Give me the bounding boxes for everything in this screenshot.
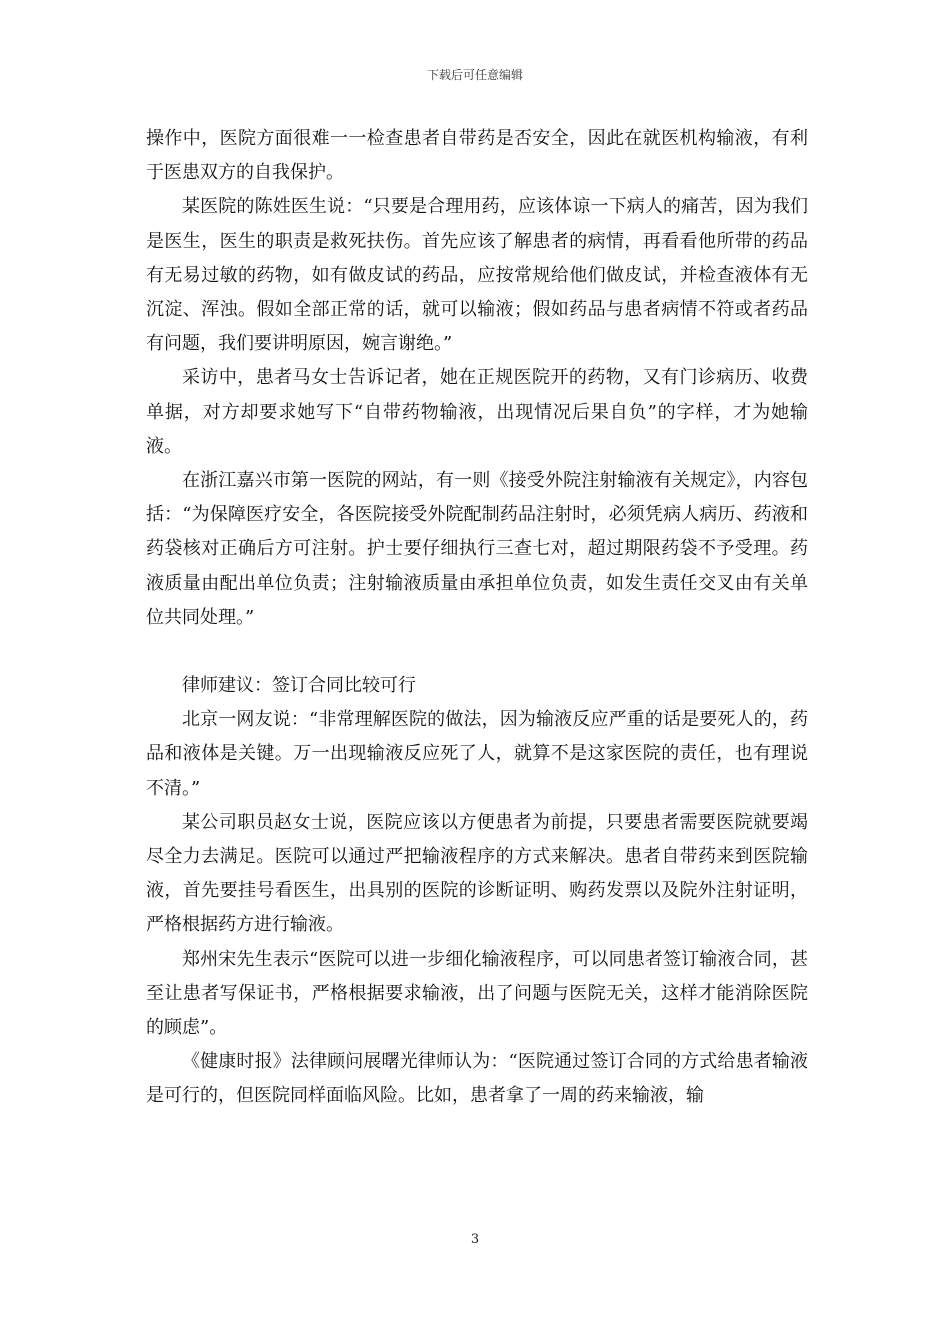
paragraph-jiaxing-hospital: 在浙江嘉兴市第一医院的网站，有一则《接受外院注射输液有关规定》，内容包括：“为保障医疗安全，各医院接受外院配制药品注射时，必须凭病人病历、药液和药袋核对正确后方可注射。护士要仔细执行三查七对，超过期限药袋不予受理。药液质量由配出单位负责；注射输液质量由承担单位负责，如发生责任交叉由有关单位共同处理。” (146, 470, 808, 628)
page-header: 下载后可任意编辑 (426, 68, 523, 82)
page-number: 3 (470, 1232, 480, 1247)
section-heading: 律师建议：签订合同比较可行 (182, 675, 416, 697)
section-spacer (146, 635, 808, 669)
paragraph-mr-song: 郑州宋先生表示“医院可以进一步细化输液程序，可以同患者签订输液合同，甚至让患者写保证书，严格根据要求输液，出了问题与医院无关，这样才能消除医院的顾虑”。 (146, 948, 808, 1039)
document-body (146, 122, 808, 1114)
paragraph-continued: 操作中，医院方面很难一一检查患者自带药是否安全，因此在就医机构输液，有利于医患双方的自我保护。 (146, 128, 808, 184)
paragraph-beijing-netizen: 北京一网友说：“非常理解医院的做法，因为输液反应严重的话是要死人的，药品和液体是关键。万一出现输液反应死了人，就算不是这家医院的责任，也有理说不清。” (146, 709, 808, 799)
paragraph-doctor-chen: 某医院的陈姓医生说：“只要是合理用药，应该体谅一下病人的痛苦，因为我们是医生，医生的职责是救死扶伤。首先应该了解患者的病情，再看看他所带的药品有无易过敏的药物，如有做皮试的药品，应按常规给他们做皮试，并检查液体有无沉淀、浑浊。假如全部正常的话，就可以输液；假如药品与患者病情不符或者药品有问题，我们要讲明原因，婉言谢绝。” (146, 196, 808, 355)
paragraph-lawyer-zhan: 《健康时报》法律顾问展曙光律师认为：“医院通过签订合同的方式给患者输液是可行的，但医院同样面临风险。比如，患者拿了一周的药来输液，输 (146, 1051, 808, 1107)
paragraph-patient-ma: 采访中，患者马女士告诉记者，她在正规医院开的药物，又有门诊病历、收费单据，对方却要求她写下“自带药物输液，出现情况后果自负”的字样，才为她输液。 (146, 367, 808, 457)
paragraph-ms-zhao: 某公司职员赵女士说，医院应该以方便患者为前提，只要患者需要医院就要竭尽全力去满足。医院可以通过严把输液程序的方式来解决。患者自带药来到医院输液，首先要挂号看医生，出具别的医院的诊断证明、购药发票以及院外注射证明，严格根据药方进行输液。 (146, 811, 808, 936)
